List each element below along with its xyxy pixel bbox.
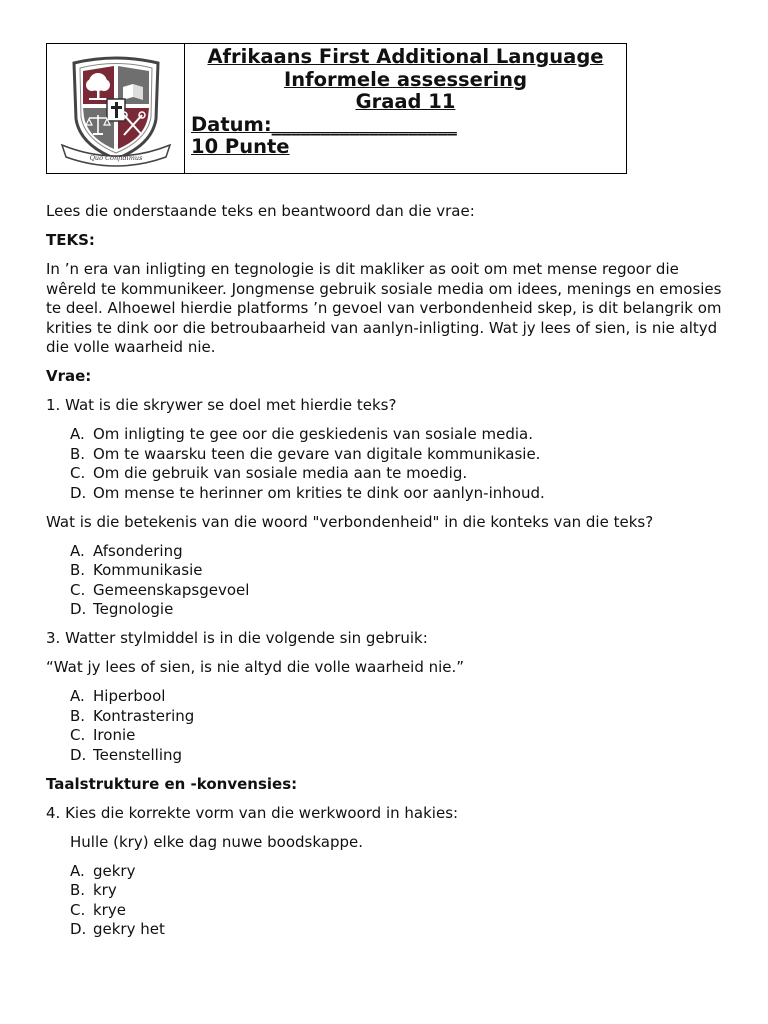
school-crest-icon — [56, 49, 176, 169]
question-2: Wat is die betekenis van die woord "verbondenheid" in die konteks van die teks? — [46, 512, 654, 531]
option: B. Om te waarsku teen die gevare van digitale kommunikasie. — [70, 444, 541, 463]
question-3-quote: “Wat jy lees of sien, is nie altyd die volle waarheid nie.” — [46, 658, 465, 676]
question-3-options — [46, 687, 726, 765]
worksheet-content — [46, 202, 726, 949]
option: D. Teenstelling — [70, 745, 183, 764]
text-heading: TEKS: — [46, 231, 95, 249]
option: C. krye — [70, 900, 126, 919]
option: A. Hiperbool — [70, 687, 166, 705]
question-4-sentence: Hulle (kry) elke dag nuwe boodskappe. — [70, 832, 364, 851]
option: C. Om die gebruik van sosiale media aan te moedig. — [70, 464, 468, 482]
option: C. Ironie — [70, 726, 136, 744]
option: B. Kontrastering — [70, 706, 195, 725]
header-table — [46, 43, 627, 174]
reading-passage: In ’n era van inligting en tegnologie is dit makliker as ooit om met mense regoor die wêreld te kommunikeer. Jongmense gebruik sosiale media om idees, menings en emosies te deel. Alhoewel hierdie platforms ’n gevoel van verbondenheid skep, is dit belangrik om krities te dink oor die betroubaarheid van aanlyn-inligting. Wat jy lees of sien, is nie altyd die volle waarheid nie. — [46, 260, 722, 356]
option: D. Tegnologie — [70, 600, 174, 618]
points-label: 10 Punte — [191, 135, 290, 158]
school-crest-cell — [47, 44, 185, 173]
option: B. Kommunikasie — [70, 561, 203, 579]
intro-instruction: Lees die onderstaande teks en beantwoord dan die vrae: — [46, 202, 475, 220]
option: B. kry — [70, 881, 117, 899]
title-cell — [185, 44, 626, 173]
option: D. gekry het — [70, 920, 165, 938]
option: A. Om inligting te gee oor die geskiedenis van sosiale media. — [70, 425, 533, 443]
question-1: 1. Wat is die skrywer se doel met hierdie teks? — [46, 396, 397, 414]
option: D. Om mense te herinner om krities te dink oor aanlyn-inhoud. — [70, 483, 545, 502]
question-4-options — [46, 862, 726, 940]
questions-heading: Vrae: — [46, 367, 92, 385]
question-1-options — [46, 425, 726, 503]
question-3: 3. Watter stylmiddel is in die volgende sin gebruik: — [46, 629, 428, 647]
date-field: Datum:___________________ — [191, 113, 457, 136]
crest-motto: Quo Confidimus — [89, 153, 142, 162]
question-4: 4. Kies die korrekte vorm van die werkwoord in hakies: — [46, 803, 459, 822]
option: A. gekry — [70, 861, 136, 880]
language-heading: Taalstrukture en -konvensies: — [46, 774, 298, 793]
option: A. Afsondering — [70, 541, 183, 560]
subject-title: Afrikaans First Additional Language — [207, 45, 604, 68]
question-2-options — [46, 542, 726, 620]
option: C. Gemeenskapsgevoel — [70, 580, 250, 599]
grade-label: Graad 11 — [355, 90, 456, 113]
assessment-type: Informele assessering — [283, 68, 528, 91]
